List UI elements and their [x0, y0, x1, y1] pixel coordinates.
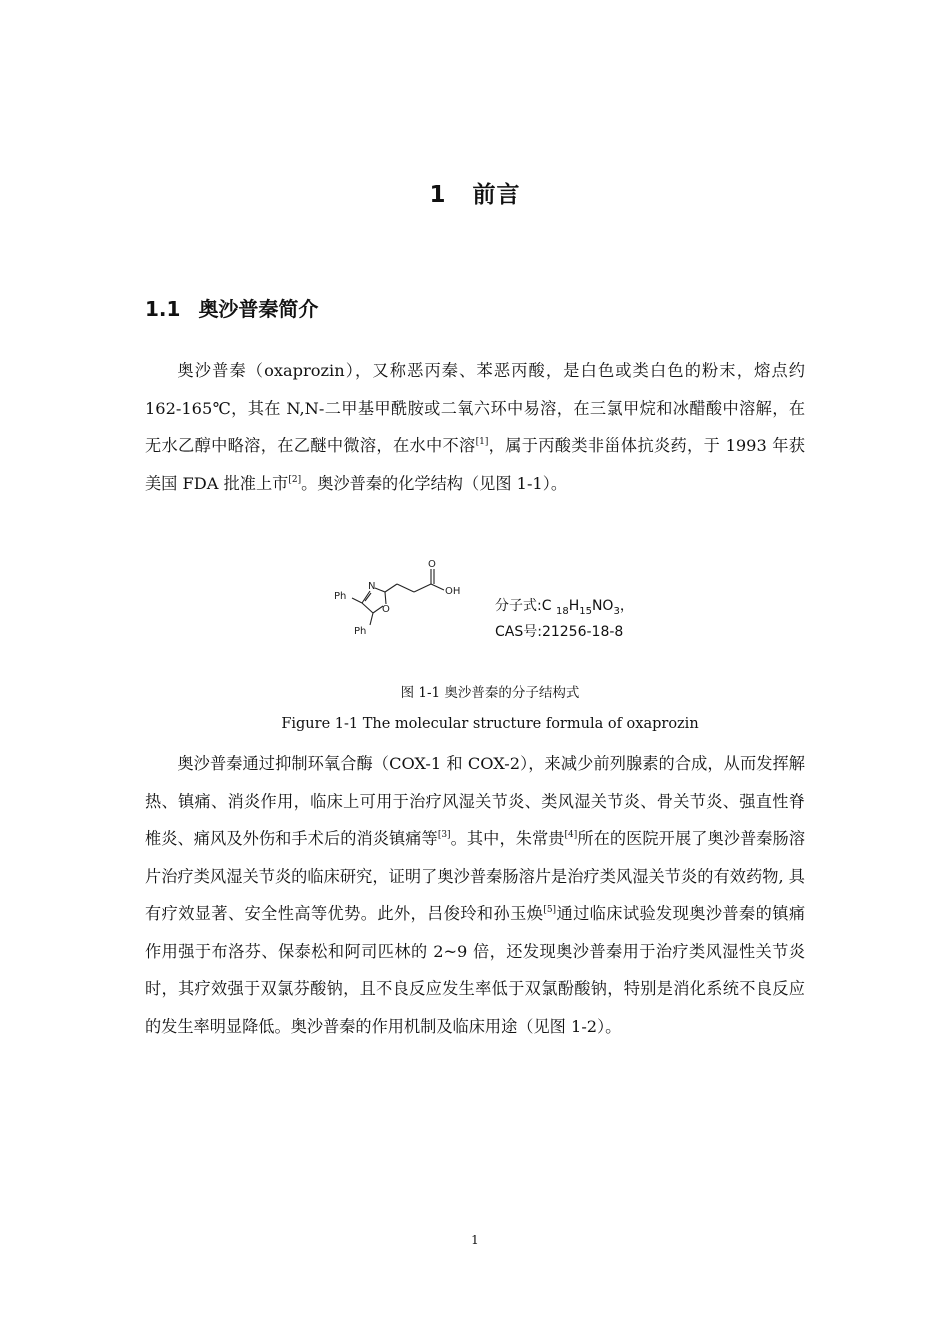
- section-number: 1.1: [145, 297, 181, 321]
- atom-label-ph-1: Ph: [334, 591, 347, 602]
- atom-label-o-ring: O: [382, 604, 390, 615]
- citation-ref[interactable]: [5]: [543, 905, 557, 915]
- figure-caption-english: Figure 1-1 The molecular structure formula of oxaprozin: [281, 716, 699, 732]
- citation-ref[interactable]: [1]: [475, 437, 489, 447]
- molecular-formula-block: [495, 596, 634, 642]
- atom-label-n: N: [368, 581, 376, 592]
- atom-label-ph-2: Ph: [354, 626, 367, 637]
- paragraph-text: 。其中，朱常贵: [450, 829, 565, 848]
- paragraph-text: 奥沙普秦通过抑制环氧合酶（COX-1 和 COX-2），来减少前列腺素的合成，从而发挥解热、镇痛、消炎作用，临床上可用于治疗风湿关节炎、类风湿关节炎、骨关节炎、强直性脊椎炎、痛风及外伤和手术后的消炎镇痛等: [145, 754, 805, 848]
- section-heading: [145, 293, 318, 322]
- citation-ref[interactable]: [3]: [437, 830, 451, 840]
- molecular-formula: 分子式:C $_{18}H_{15}NO_3$，: [495, 598, 634, 617]
- paragraph-text: 奥沙普秦（oxaprozin），又称恶丙秦、苯恶丙酸，是白色或类白色的粉末，熔点约 162-165℃，其在 N,N-二甲基甲酰胺或二氧六环中易溶，在三氯甲烷和冰醋酸中溶解，在无水乙醇中略溶，在乙醚中微溶，在水中不溶: [145, 361, 805, 455]
- atom-label-o-carbonyl: O: [428, 559, 436, 570]
- chapter-number: 1: [429, 182, 447, 208]
- paragraph-text: 。奥沙普秦的化学结构（见图 1-1）。: [301, 473, 568, 493]
- molecular-structure-figure: [330, 556, 650, 646]
- paragraph-mechanism: [145, 745, 805, 1045]
- chapter-title: [0, 176, 950, 209]
- paragraph-text: 所在的医院开展了奥沙普秦肠溶片治疗类风湿关节炎的临床研究，证明了奥沙普秦肠溶片是治疗类风湿关节炎的有效药物, 具有疗效显著、安全性高等优势。此外，吕俊玲和孙玉焕: [145, 829, 806, 923]
- cas-number: CAS号:21256-18-8: [495, 623, 624, 640]
- citation-ref[interactable]: [4]: [564, 830, 578, 840]
- chapter-title-text: 前言: [472, 182, 521, 208]
- page-number: 1: [471, 1233, 479, 1247]
- section-title-text: 奥沙普秦简介: [198, 297, 319, 321]
- paragraph-text: 通过临床试验发现奥沙普秦的镇痛作用强于布洛芬、保泰松和阿司匹林的 2~9 倍，还发现奥沙普秦用于治疗类风湿性关节炎时，其疗效强于双氯芬酸钠，且不良反应发生率低于双氯酚酸钠，特别是消化系统不良反应的发生率明显降低。奥沙普秦的作用机制及临床用途（见图 1-2）。: [145, 904, 806, 1036]
- atom-label-oh: OH: [445, 586, 461, 597]
- paragraph-intro: [145, 352, 805, 502]
- citation-ref[interactable]: [2]: [288, 474, 302, 485]
- oxaprozin-structure-diagram: [330, 556, 495, 646]
- figure-caption-chinese: 图 1-1 奥沙普秦的分子结构式: [400, 685, 580, 701]
- paragraph-text: ，属于丙酸类非甾体抗炎药，于 1993 年获美国 FDA 批准上市: [145, 436, 805, 493]
